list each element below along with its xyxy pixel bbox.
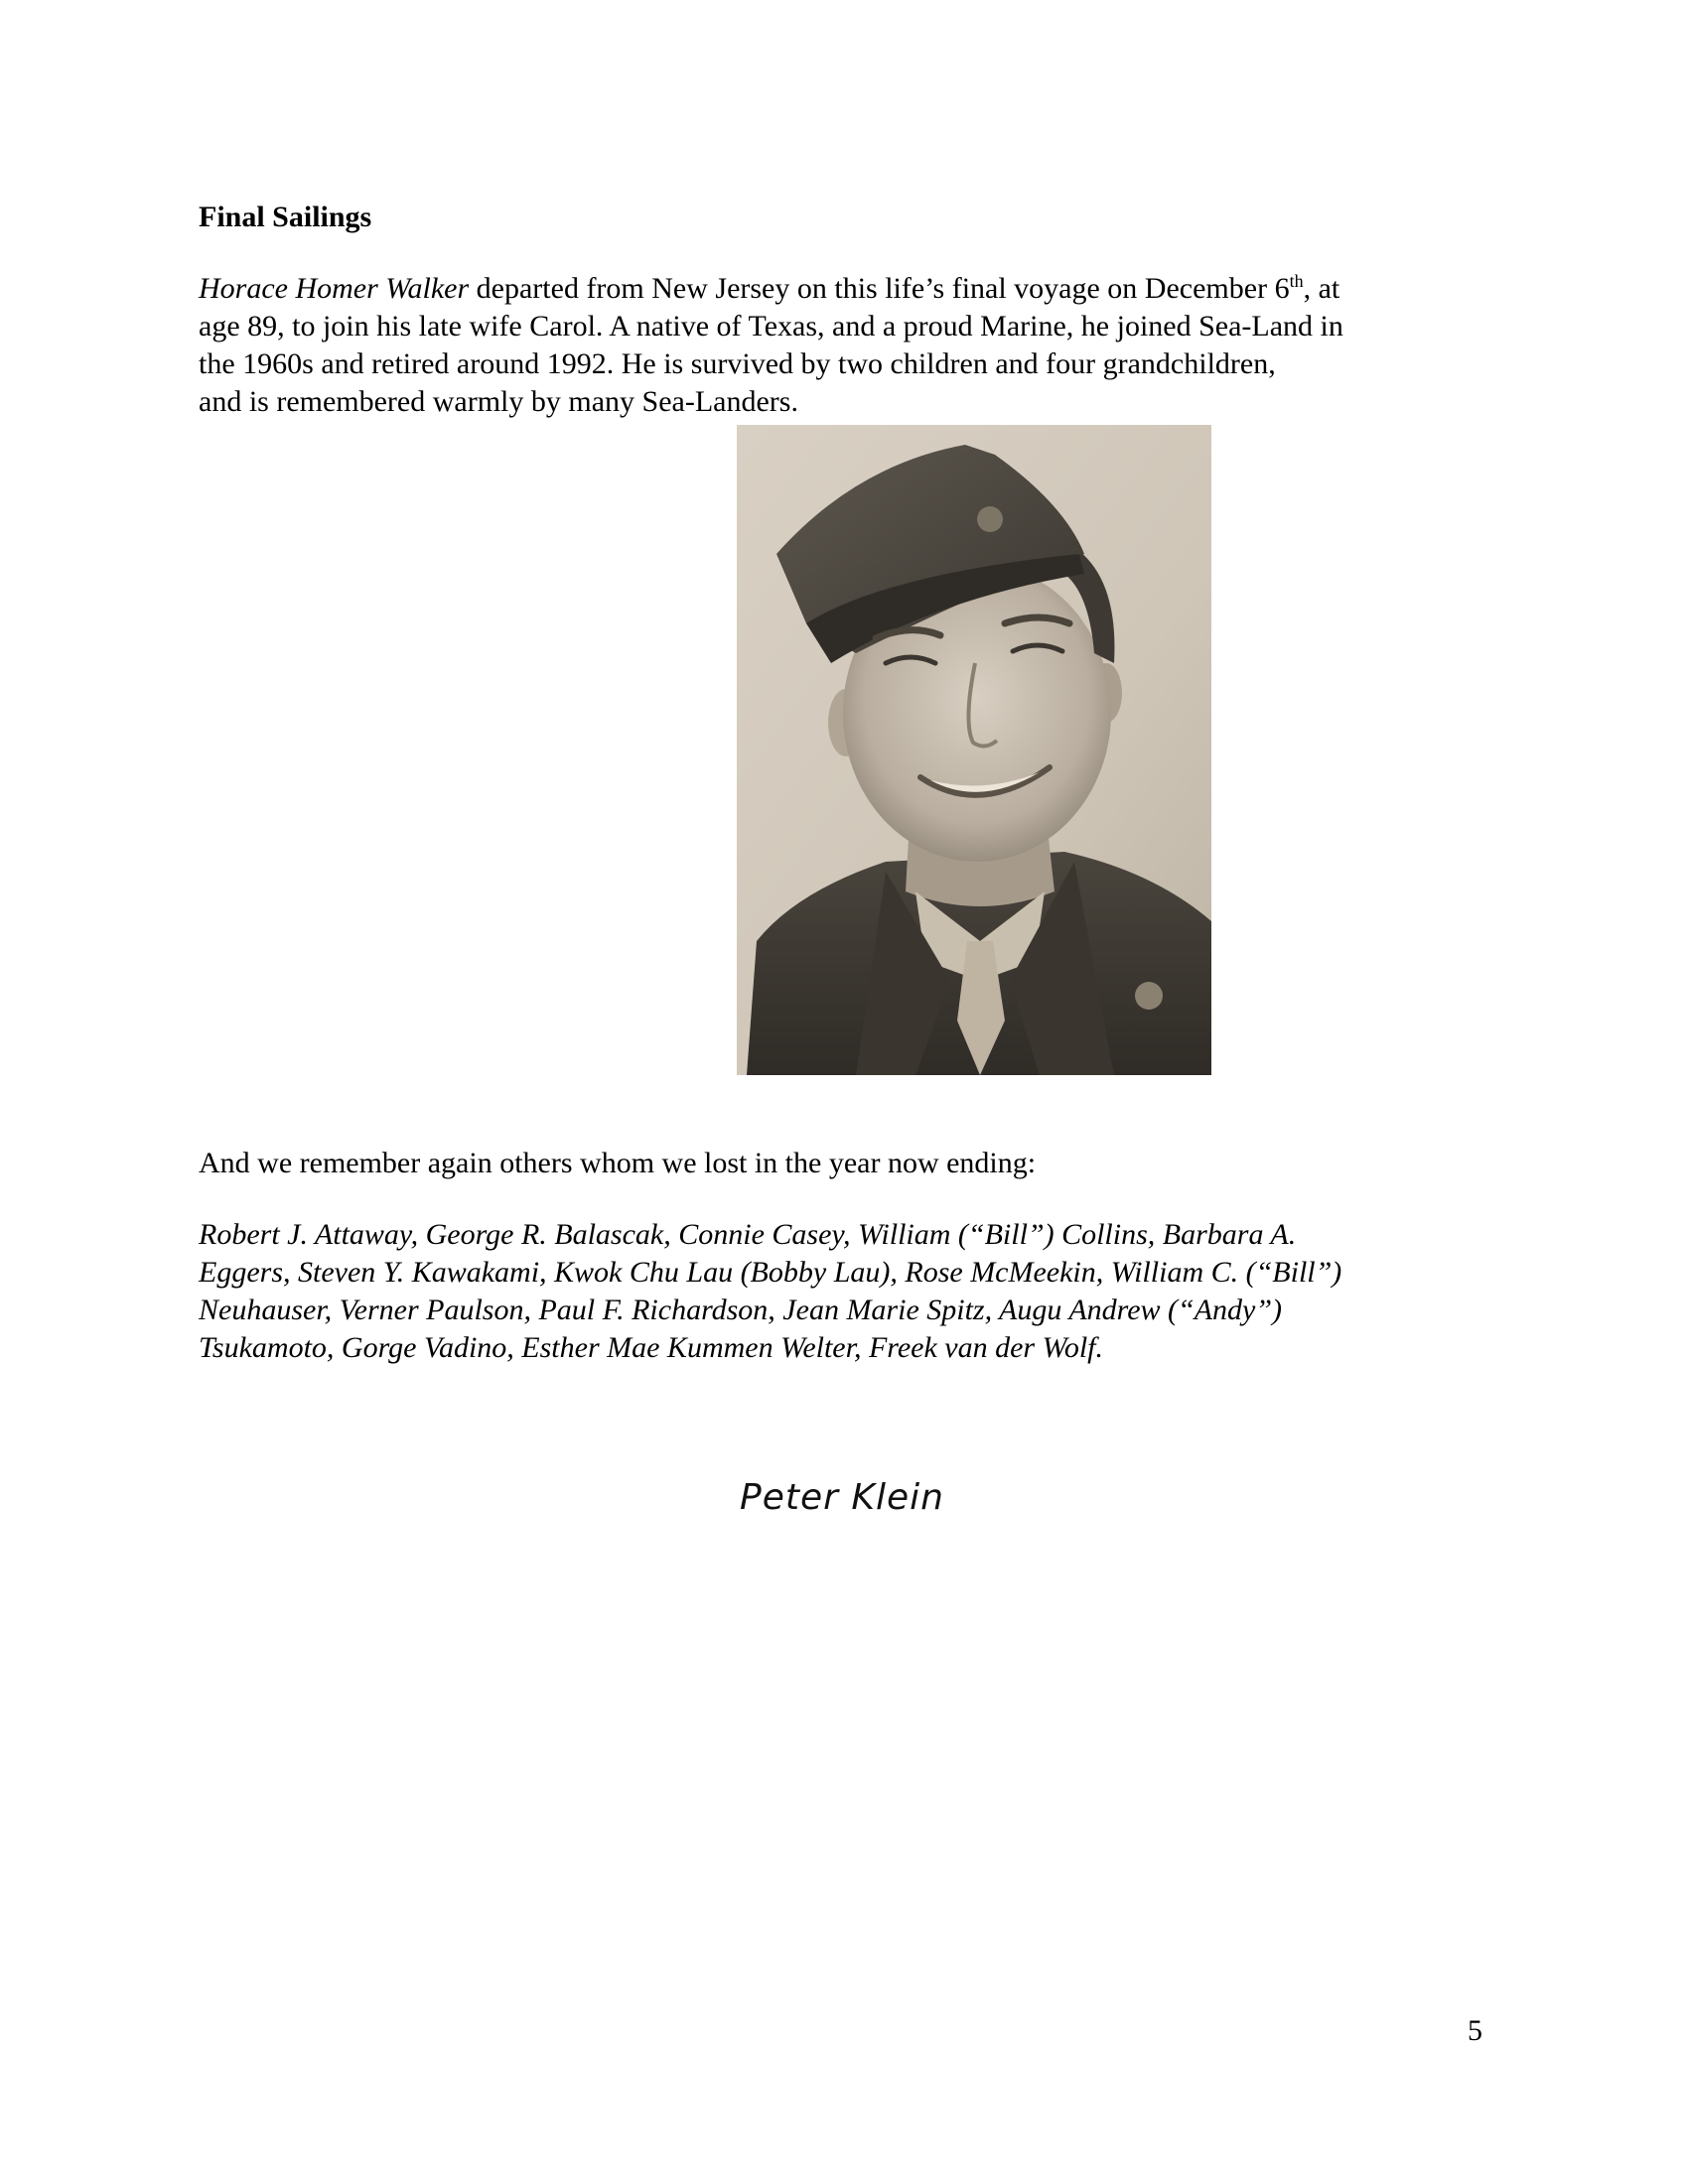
author-signature: Peter Klein xyxy=(740,1477,944,1518)
obituary-line-1-text: departed from New Jersey on this life’s final voyage on December 6 xyxy=(469,272,1290,305)
obituary-line-4: and is remembered warmly by many Sea-Landers. xyxy=(199,385,798,418)
names-line-2: Eggers, Steven Y. Kawakami, Kwok Chu Lau (Bobby Lau), Rose McMeekin, William C. (“Bill”) xyxy=(199,1256,1342,1289)
page-number: 5 xyxy=(1468,2014,1482,2047)
names-line-3: Neuhauser, Verner Paulson, Paul F. Richardson, Jean Marie Spitz, Augu Andrew (“Andy”) xyxy=(199,1294,1283,1326)
names-line-4: Tsukamoto, Gorge Vadino, Esther Mae Kummen Welter, Freek van der Wolf. xyxy=(199,1331,1104,1364)
portrait-photo xyxy=(737,425,1211,1075)
obituary-line-2: age 89, to join his late wife Carol. A native of Texas, and a proud Marine, he joined Sea-Land in xyxy=(199,310,1343,342)
ordinal-suffix: th xyxy=(1289,271,1304,291)
remembrance-intro: And we remember again others whom we lost in the year now ending: xyxy=(199,1147,1037,1179)
names-line-1: Robert J. Attaway, George R. Balascak, Connie Casey, William (“Bill”) Collins, Barbara A. xyxy=(199,1218,1297,1251)
deceased-name: Horace Homer Walker xyxy=(199,272,470,305)
section-heading: Final Sailings xyxy=(199,201,372,233)
obituary-line-1 xyxy=(199,270,1489,308)
obituary-paragraph xyxy=(199,270,1489,421)
remembered-names xyxy=(199,1216,1489,1367)
obituary-line-3: the 1960s and retired around 1992. He is survived by two children and four grandchildren, xyxy=(199,347,1276,380)
obituary-line-1-tail: , at xyxy=(1303,272,1340,305)
